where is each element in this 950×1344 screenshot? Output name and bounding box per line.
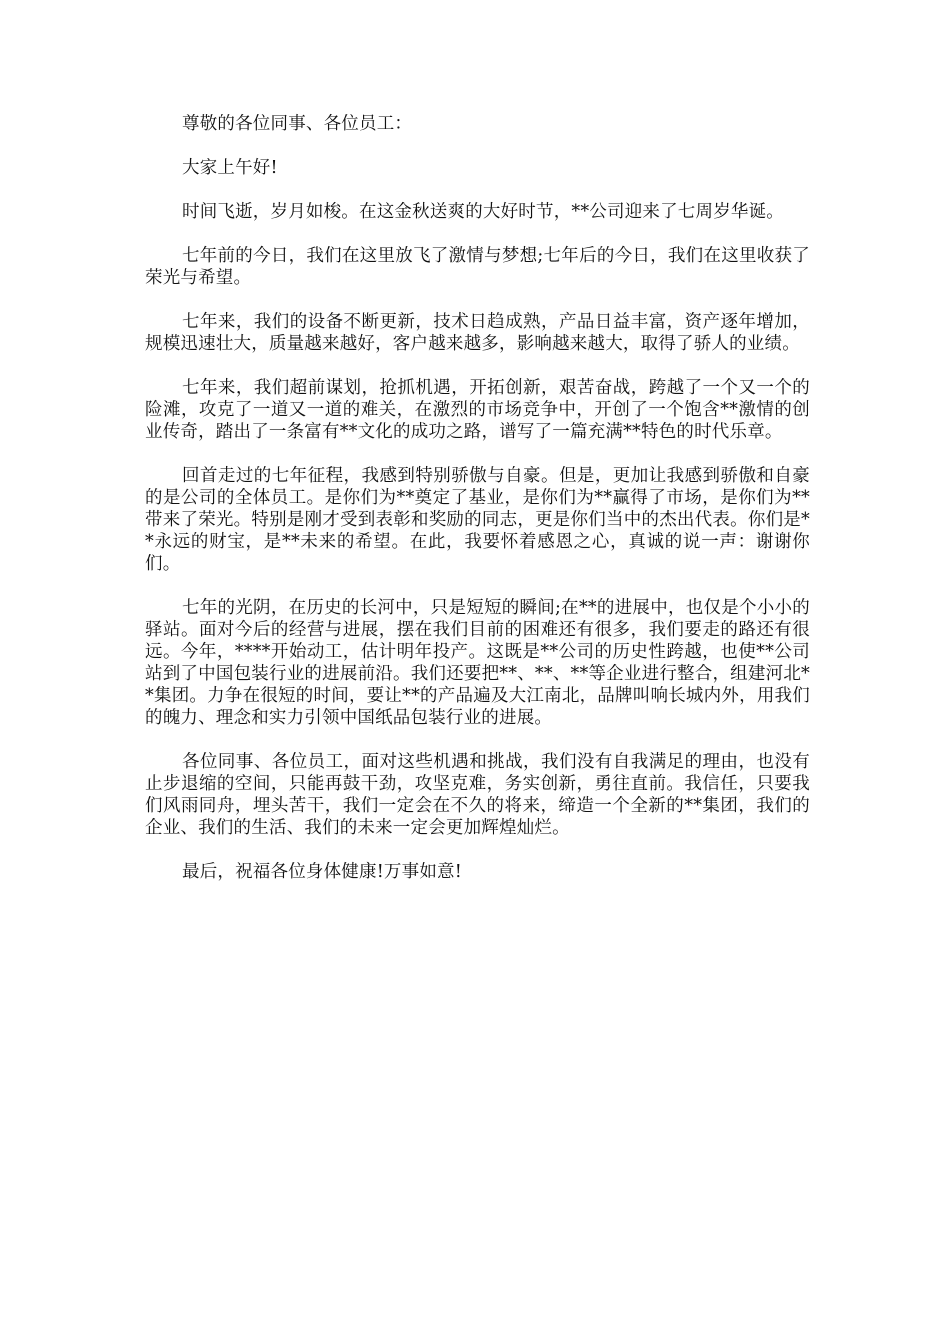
paragraph-future-plans: 七年的光阴，在历史的长河中，只是短短的瞬间;在**的进展中，也仅是个小小的驿站。面对今后的经营与进展，摆在我们目前的困难还有很多，我们要走的路还有很远。今年，****开始动工，估计明年投产。这既是**公司的历史性跨越，也使**公司站到了中国包装行业的进展前沿。我们还要把**、**、**等企业进行整合，组建河北**集团。力争在很短的时间，要让**的产品遍及大江南北，品牌叫响长城内外，用我们的魄力、理念和实力引领中国纸品包装行业的进展。 [145, 598, 810, 728]
paragraph-achievements: 七年来，我们的设备不断更新，技术日趋成熟，产品日益丰富，资产逐年增加，规模迅速壮大，质量越来越好，客户越来越多，影响越来越大，取得了骄人的业绩。 [145, 312, 810, 354]
paragraph-anniversary: 时间飞逝，岁月如梭。在这金秋送爽的大好时节，**公司迎来了七周岁华诞。 [182, 202, 784, 222]
greeting: 大家上午好! [182, 158, 278, 178]
paragraph-seven-years: 七年前的今日，我们在这里放飞了激情与梦想;七年后的今日，我们在这里收获了荣光与希望。 [145, 246, 810, 288]
closing-wishes: 最后，祝福各位身体健康!万事如意! [182, 862, 462, 882]
salutation: 尊敬的各位同事、各位员工： [182, 114, 413, 134]
paragraph-innovation: 七年来，我们超前谋划，抢抓机遇，开拓创新，艰苦奋战，跨越了一个又一个的险滩，攻克了一道又一道的难关，在激烈的市场竞争中，开创了一个饱含**激情的创业传奇，踏出了一条富有**文化的成功之路，谱写了一篇充满**特色的时代乐章。 [145, 378, 810, 442]
paragraph-challenges: 各位同事、各位员工，面对这些机遇和挑战，我们没有自我满足的理由，也没有止步退缩的空间，只能再鼓干劲，攻坚克难，务实创新，勇往直前。我信任，只要我们风雨同舟，埋头苦干，我们一定会在不久的将来，缔造一个全新的**集团，我们的企业、我们的生活、我们的未来一定会更加辉煌灿烂。 [145, 752, 810, 838]
speech-body [145, 113, 810, 905]
paragraph-thanks-staff: 回首走过的七年征程，我感到特别骄傲与自豪。但是，更加让我感到骄傲和自豪的是公司的全体员工。是你们为**奠定了基业，是你们为**赢得了市场，是你们为**带来了荣光。特别是刚才受到表彰和奖励的同志，更是你们当中的杰出代表。你们是**永远的财宝，是**未来的希望。在此，我要怀着感恩之心，真诚的说一声：谢谢你们。 [145, 466, 810, 574]
